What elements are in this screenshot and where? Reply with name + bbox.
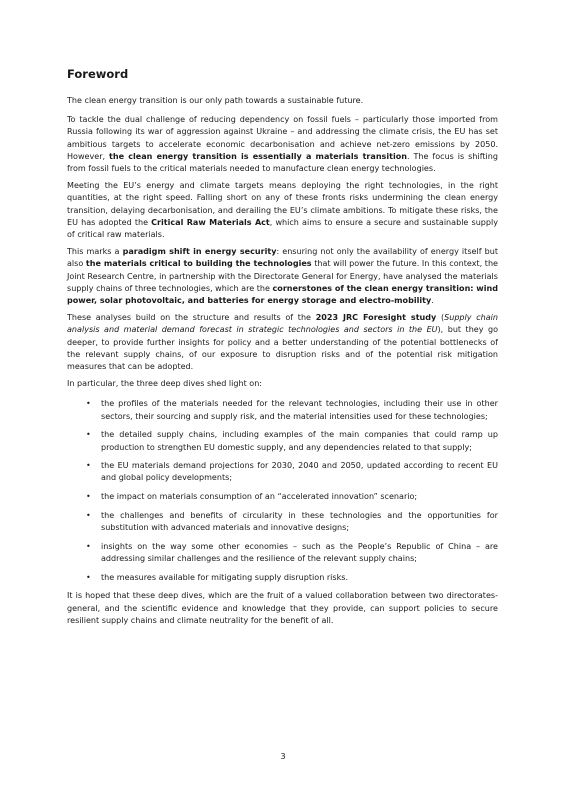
bold-run: Critical Raw Materials Act (151, 217, 270, 227)
bullet-icon: • (86, 572, 91, 582)
bullet-icon: • (86, 541, 91, 551)
deep-dive-list (67, 398, 498, 583)
paragraph-1: The clean energy transition is our only path towards a sustainable future. (67, 96, 364, 105)
list-item (86, 398, 498, 422)
paragraph-7: It is hoped that these deep dives, which are the fruit of a valued collaboration between two directorates-general, and the scientific evidence and knowledge that they provide, can support policies to secure resilient supply chains and climate neutrality for the benefit of all. (67, 591, 498, 625)
list-item-text: the impact on materials consumption of an “accelerated innovation” scenario; (101, 492, 418, 502)
bullet-icon: • (86, 461, 91, 471)
bold-run: paradigm shift in energy security (122, 247, 277, 257)
bullet-icon: • (86, 492, 91, 502)
bold-run: cornerstones of the clean energy transition: wind power, solar photovoltaic, and batteries for energy storage and electro-mobility (67, 283, 498, 306)
bold-run: the materials critical to building the technologies (85, 259, 312, 269)
list-item-text: the challenges and benefits of circularity in these technologies and the opportunities for substitution with advanced materials and innovative designs; (101, 510, 498, 533)
list-item (86, 572, 498, 584)
bold-run: 2023 JRC Foresight study (315, 313, 437, 323)
section-title: Foreword (67, 67, 129, 81)
list-item (86, 429, 498, 453)
paragraph-2: To tackle the dual challenge of reducing dependency on fossil fuels – particularly those imported from Russia following its war of aggression against Ukraine – and addressing the climate crisis, the EU has set ambitious targets to accelerate economic decarbonisation and achieve net-zero emissions by 2050. However, the clean energy transition is essentially a materials transition. The focus is shifting from fossil fuels to the critical materials needed to manufacture clean energy technologies. (67, 115, 499, 174)
bullet-icon: • (86, 430, 91, 440)
list-item-text: insights on the way some other economies – such as the People’s Republic of China – are addressing similar challenges and the resilience of the relevant supply chains; (101, 541, 498, 563)
paragraph-5: These analyses build on the structure and results of the 2023 JRC Foresight study (Supply chain analysis and material demand forecast in strategic technologies and sectors in the EU), but they go deeper, to provide further insights for policy and a better understanding of the potential bottlenecks of the relevant supply chains, of our exposure to disruption risks and of the potential risk mitigation measures that can be adopted. (67, 313, 499, 372)
page-number: 3 (280, 752, 286, 761)
paragraph-3: Meeting the EU’s energy and climate targets means deploying the right technologies, in the right quantities, at the right speed. Falling short on any of these fronts risks undermining the clean energy transition, delaying decarbonisation, and derailing the EU’s climate ambitions. To mitigate these risks, the EU has adopted the Critical Raw Materials Act, which aims to ensure a secure and sustainable supply of critical raw materials. (67, 181, 499, 240)
list-item (86, 491, 498, 503)
list-item (86, 460, 498, 484)
list-item (86, 541, 498, 565)
bullet-icon: • (86, 510, 91, 520)
document-page (67, 66, 498, 632)
list-item-text: the measures available for mitigating supply disruption risks. (101, 572, 349, 582)
list-item (86, 510, 498, 534)
list-item-text: the profiles of the materials needed for the relevant technologies, including their use in other sectors, their sourcing and supply risk, and the material intensities used for these technologies; (101, 399, 498, 421)
paragraph-6: In particular, the three deep dives shed light on: (67, 379, 263, 389)
bullet-icon: • (86, 399, 91, 409)
list-item-text: the EU materials demand projections for 2030, 2040 and 2050, updated according to recent EU and global policy developments; (101, 461, 498, 483)
paragraph-4: This marks a paradigm shift in energy security: ensuring not only the availability of energy itself but also the materials critical to building the technologies that will power the future. In this context, the Joint Research Centre, in partnership with the Directorate General for Energy, have analysed the materials supply chains of three technologies, which are the cornerstones of the clean energy transition: wind power, solar photovoltaic, and batteries for energy storage and electro-mobility. (67, 247, 499, 306)
italic-run: Supply chain analysis and material demand forecast in strategic technologies and sectors in the EU (67, 313, 498, 335)
bold-run: the clean energy transition is essentially a materials transition (109, 151, 407, 161)
list-item-text: the detailed supply chains, including examples of the main companies that could ramp up production to strengthen EU domestic supply, and any dependencies related to that supply; (101, 430, 498, 452)
